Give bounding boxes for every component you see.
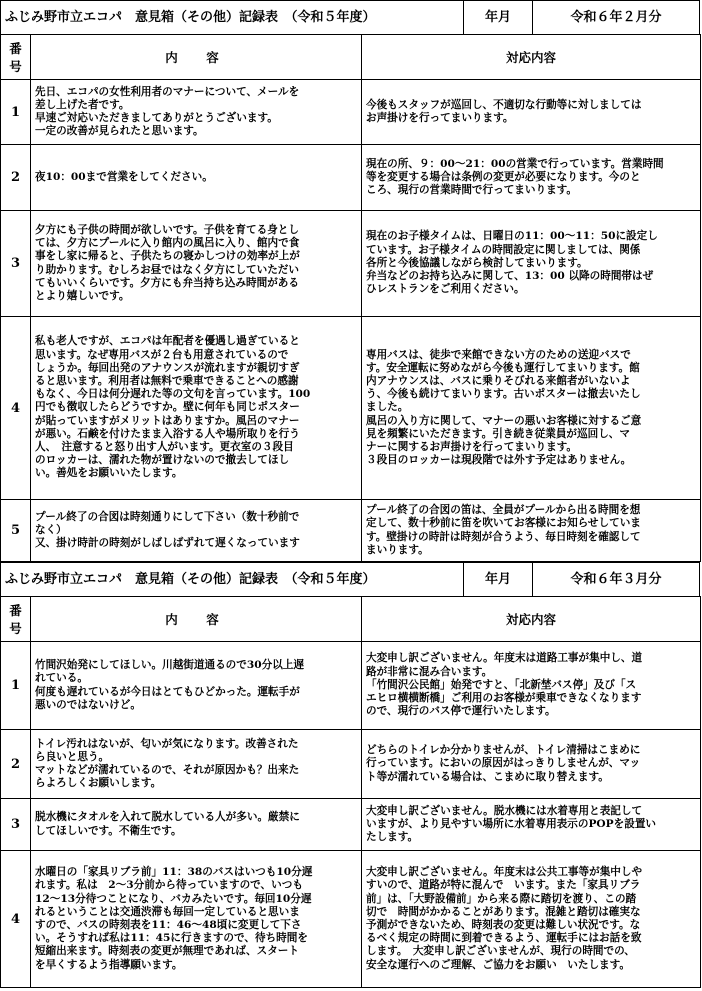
- response-line: 大変申し訳ございません。脱水機には水着専用と表記して: [366, 804, 643, 817]
- content-cell: [31, 211, 362, 317]
- content-line: てもいいくらいです。夕方にも弁当持ち込み時間がある: [35, 276, 299, 289]
- table-row: [1, 642, 701, 730]
- response-line: 大変申し訳ございません。年度末は道路工事が集中し、道: [366, 652, 643, 665]
- response-line: 大変申し訳ございません。年度末は公共工事等が集中しや: [366, 866, 643, 879]
- response-line: 予測ができないため、時刻表の変更は難しい状況です。な: [366, 919, 641, 931]
- content-line: 竹間沢始発にしてほしい。川越街道通るので30分以上遅: [35, 659, 304, 672]
- content-line: 何度も遅れているが今日はとてもひどかった。運転手が: [35, 685, 300, 698]
- response-line: ナーに関するお声掛けを行ってまいります。: [366, 441, 578, 453]
- response-cell: [362, 799, 701, 851]
- content-cell: [31, 799, 362, 851]
- content-line: 先日、エコパの女性利用者のマナーについて、メールを: [35, 85, 300, 98]
- content-line: 水曜日の「家具リブラ前」11：38のバスはいつも10分遅: [35, 866, 313, 879]
- content-line: 一定の改善が見られたと思います。: [35, 125, 204, 138]
- response-cell: [362, 211, 701, 317]
- response-line: どちらのトイレか分かりませんが、トイレ清掃はこまめに: [366, 744, 641, 757]
- content-line: 人、 注意すると怒り出す人がいます。更衣室の３段目: [35, 441, 294, 453]
- content-line: とより嬉しいです。: [35, 289, 130, 302]
- response-line: 各所と今後協議しながら検討してまいります。: [366, 256, 588, 269]
- column-header-number: 番号: [1, 597, 31, 642]
- table-header-row: [1, 597, 701, 642]
- column-header-response: 対応内容: [362, 597, 701, 642]
- response-line: 路が非常に混み合います。: [366, 665, 493, 678]
- content-line: のロッカーは、濡れた物が置けないので撤去してほし: [35, 454, 290, 467]
- content-line: れるということは交通渋滞も毎回一定していると思いま: [35, 905, 300, 918]
- content-line: マットなどが濡れているので、それが原因かも？出来た: [35, 764, 300, 776]
- response-line: ました。: [366, 401, 409, 414]
- response-cell: [362, 145, 701, 211]
- row-number: 4: [1, 317, 31, 500]
- content-line: い。そうすれば私は11：45に行きますので、待ち時間を: [35, 932, 308, 945]
- content-cell: [31, 730, 362, 799]
- response-line: まいります。: [366, 543, 429, 556]
- response-cell: [362, 730, 701, 799]
- response-line: 弁当などのお持ち込みに関して、13：00 以降の時間帯はぜ: [366, 270, 654, 283]
- response-line: いますが、より見やすい場所に水着専用表示のPOPを設置い: [366, 817, 657, 830]
- response-line: 切で 時間がかかることがあります。混雑と踏切は確実な: [366, 905, 641, 918]
- row-number: 4: [1, 851, 31, 988]
- content-line: 円でも徴収したらどうですか。壁に何年も同じポスター: [35, 401, 300, 414]
- content-cell: [31, 80, 362, 145]
- table-header-row: [1, 35, 701, 80]
- row-number: 2: [1, 730, 31, 799]
- response-line: う、今後も続けてまいります。古いポスターは撤去いたし: [366, 388, 641, 401]
- column-header-content: [31, 35, 362, 80]
- content-line: 差し上げた者です。: [35, 98, 130, 111]
- response-line: ころ、現行の営業時間で行ってまいります。: [366, 184, 578, 197]
- content-line: ら良いと思う。: [35, 750, 110, 763]
- response-cell: [362, 80, 701, 145]
- row-number: 1: [1, 642, 31, 730]
- response-line: 現在の所、９：00～21：00の営業で行っています。営業時間: [366, 157, 664, 170]
- sheet-header: [0, 0, 700, 34]
- column-header-number: 番号: [1, 35, 31, 80]
- response-line: ので、現行のバス停で運行いたします。: [366, 705, 556, 718]
- response-line: 行っています。においの原因がはっきりしませんが、マッ: [366, 757, 641, 770]
- content-line: 思います。なぜ専用バスが２台も用意されているので: [35, 348, 289, 361]
- content-line: が悪い。石鹸を付けたまま入浴する人や場所取りを行う: [35, 427, 300, 440]
- column-header-content: [31, 597, 362, 642]
- response-cell: [362, 500, 701, 562]
- response-line: ３段目のロッカーは現段階では外す予定はありません。: [366, 454, 632, 467]
- table-row: [1, 799, 701, 851]
- sheet-header: [0, 562, 700, 596]
- response-cell: [362, 851, 701, 988]
- table-row: [1, 317, 701, 500]
- content-line: プール終了の合図は時刻通りにして下さい（数十秒前で: [35, 510, 300, 523]
- column-header-content-text: 内 容: [165, 612, 227, 627]
- response-line: エヒロ横横断橋」ご利用のお客様が乗車できなくなります: [366, 692, 642, 705]
- table-row: [1, 145, 701, 211]
- content-line: 短縮出来ます。時刻表の変更が無理であれば、スタート: [35, 945, 299, 958]
- content-line: 悪いのではないけど。: [35, 698, 141, 711]
- content-line: 12～13分待つことになり、バカみたいです。毎回10分遅: [35, 892, 312, 905]
- content-line: れている。: [35, 672, 88, 685]
- response-line: たします。: [366, 831, 419, 844]
- row-number: 1: [1, 80, 31, 145]
- response-line: ト等が濡れている場合は、こまめに取り替えます。: [366, 770, 609, 783]
- period-label: 令和６年２月分: [570, 10, 662, 25]
- row-number: 2: [1, 145, 31, 211]
- period-label: 令和６年３月分: [570, 572, 662, 587]
- response-line: 今後もスタッフが巡回し、不適切な行動等に対しましては: [366, 98, 642, 111]
- response-line: すいので、道路が特に混んで います。また「家具リブラ: [366, 879, 641, 892]
- response-line: す。安全運転に努めながら今後も運行してまいります。館: [366, 361, 640, 374]
- content-line: すので、バスの時刻表を11：46～48頃に変更して下さ: [35, 919, 302, 931]
- response-line: 安全な運行へのご理解、ご協力をお願い いたします。: [366, 958, 630, 971]
- response-line: 専用バスは、徒歩で来館できない方のための送迎バスで: [366, 348, 631, 361]
- row-number: 5: [1, 500, 31, 562]
- content-line: が貼っていますがメリットはありますか。風呂のマナー: [35, 414, 300, 427]
- content-line: ては、夕方にプールに入り館内の風呂に入り、館内で食: [35, 237, 300, 250]
- content-line: してほしいです。不衛生です。: [35, 824, 182, 837]
- content-line: しょうか。毎回出発のアナウンスが流れますが親切すぎ: [35, 361, 300, 374]
- table-row: [1, 500, 701, 562]
- response-line: ています。お子様タイムの時間設定に関しましては、関係: [366, 243, 641, 256]
- response-line: るべく規定の時間に到着できるよう、運転手にはお話を致: [366, 932, 642, 945]
- response-line: 前」は、「大野設備前」から来る際に踏切を渡り、この踏: [366, 892, 637, 905]
- content-cell: [31, 851, 362, 988]
- table-row: [1, 211, 701, 317]
- response-line: ひレストランをご利用ください。: [366, 283, 525, 296]
- content-line: 事をし家に帰ると、子供たちの寝かしつけの効率が上が: [35, 250, 300, 263]
- table-row: [1, 730, 701, 799]
- row-number: 3: [1, 799, 31, 851]
- column-header-content-text: 内 容: [165, 50, 227, 65]
- year-month-label: 年月: [464, 1, 533, 34]
- content-line: もなく、今日は何分遅れた等の文句を言っています。100: [35, 388, 311, 401]
- content-line: なく）: [35, 523, 67, 536]
- column-header-response: 対応内容: [362, 35, 701, 80]
- response-line: お声掛けを行ってまいります。: [366, 112, 514, 124]
- content-cell: [31, 642, 362, 730]
- response-line: 「竹間沢公民館」始発ですと、「北新埜バス停」及び「ス: [366, 678, 637, 691]
- response-line: 等を変更する場合は条例の変更が必要になります。今のと: [366, 170, 641, 183]
- record-table: [0, 34, 701, 562]
- content-line: 又、掛け時計の時刻がしばしばずれて遅くなっています: [35, 537, 300, 550]
- content-line: 早速ご対応いただきましてありがとうございます。: [35, 112, 278, 124]
- sheet-title: ふじみ野市立エコパ 意見箱（その他）記録表 （令和５年度）: [1, 1, 464, 34]
- content-cell: [31, 500, 362, 562]
- content-line: い。善処をお願いいたします。: [35, 467, 183, 480]
- response-line: す。壁掛けの時計は時刻が合うよう、毎日時刻を確認して: [366, 530, 641, 543]
- content-cell: [31, 317, 362, 500]
- response-line: 内アナウンスは、バスに乗りそびれる来館者がいないよ: [366, 374, 631, 387]
- response-line: します。 大変申し訳ございませんが、現行の時間での、: [366, 945, 635, 958]
- response-line: 見を頻繁にいただきます。引き続き従業員が巡回し、マ: [366, 427, 630, 440]
- record-table: [0, 596, 701, 988]
- content-line: トイレ汚れはないが、匂いが気になります。改善された: [35, 737, 299, 750]
- response-cell: [362, 642, 701, 730]
- content-line: 夜10：00まで営業をしてください。: [35, 170, 213, 183]
- sheet-title: ふじみ野市立エコパ 意見箱（その他）記録表 （令和５年度）: [1, 563, 464, 596]
- content-line: 私も老人ですが、エコパは年配者を優遇し過ぎていると: [35, 335, 300, 348]
- content-line: 脱水機にタオルを入れて脱水している人が多い。厳禁に: [35, 811, 300, 824]
- row-number: 3: [1, 211, 31, 317]
- table-row: [1, 80, 701, 145]
- content-cell: [31, 145, 362, 211]
- content-line: らよろしくお願いします。: [35, 777, 162, 790]
- year-month-label: 年月: [464, 563, 533, 596]
- response-cell: [362, 317, 701, 500]
- response-line: プール終了の合図の笛は、全員がプールから出る時間を想: [366, 504, 641, 517]
- content-line: ると思います。利用者は無料で乗車できることへの感謝: [35, 374, 299, 387]
- content-line: れます。私は 2～3分前から待っていますので、いつも: [35, 879, 303, 892]
- table-row: [1, 851, 701, 988]
- response-line: 風呂の入り方に関して、マナーの悪いお客様に対するご意: [366, 414, 642, 427]
- content-line: 夕方にも子供の時間が欲しいです。子供を育てる身とし: [35, 223, 299, 236]
- response-line: 定して、数十秒前に笛を吹いてお客様にお知らせしていま: [366, 517, 641, 530]
- content-line: を早くするよう指導願います。: [35, 958, 183, 971]
- response-line: 現在のお子様タイムは、日曜日の11：00～11：50に設定し: [366, 230, 658, 243]
- content-line: り助かります。むしろお昼ではなく夕方にしていただい: [35, 263, 299, 276]
